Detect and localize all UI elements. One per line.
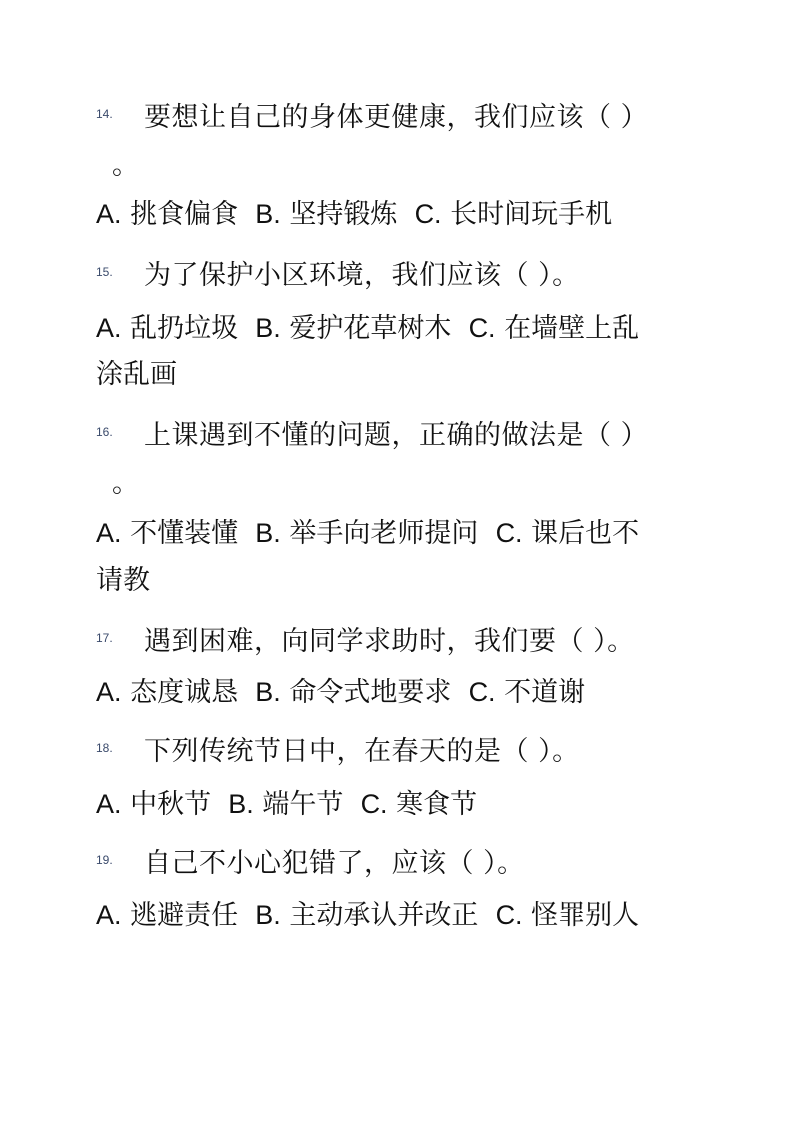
question-number: 15. [96, 265, 113, 279]
question-14 [96, 94, 696, 134]
question-number: 18. [96, 741, 113, 755]
option-label: C. [495, 518, 523, 548]
option-label: C. [360, 789, 388, 819]
option-label: B. [255, 518, 281, 548]
question-text: 上课遇到不懂的问题，正确的做法是（ ） [144, 419, 649, 451]
option-text: 坚持锻炼 [289, 199, 398, 230]
option-text: 爱护花草树木 [289, 313, 452, 344]
option-text: 课后也不 [531, 518, 640, 549]
question-number: 19. [96, 853, 113, 867]
option-text: 命令式地要求 [289, 677, 452, 708]
question-text: 要想让自己的身体更健康，我们应该（ ） [144, 101, 649, 133]
question-19 [96, 840, 696, 880]
question-number: 14. [96, 107, 113, 121]
options-15 [96, 303, 696, 354]
option-text: 主动承认并改正 [289, 900, 479, 931]
option-text: 端午节 [262, 789, 344, 820]
question-number: 17. [96, 631, 113, 645]
question-16 [96, 412, 696, 452]
options-18 [96, 779, 696, 830]
option-text: 长时间玩手机 [450, 199, 613, 230]
option-label: B. [255, 900, 281, 930]
options-17 [96, 667, 696, 718]
options-14 [96, 189, 696, 240]
option-label: C. [468, 677, 496, 707]
option-label: B. [255, 199, 281, 229]
option-text: 寒食节 [396, 789, 478, 820]
option-text: 中秋节 [130, 789, 212, 820]
option-label: A. [96, 900, 122, 930]
option-text: 逃避责任 [130, 900, 239, 931]
question-continuation: 。 [112, 468, 139, 499]
option-label: A. [96, 313, 122, 343]
question-15 [96, 252, 696, 292]
question-text: 为了保护小区环境，我们应该（ ）。 [144, 259, 580, 291]
option-label: C. [495, 900, 523, 930]
option-text: 乱扔垃圾 [130, 313, 239, 344]
option-text: 举手向老师提问 [289, 518, 479, 549]
option-text: 不懂装懂 [130, 518, 239, 549]
option-label: B. [255, 677, 281, 707]
question-18 [96, 728, 696, 768]
question-text: 遇到困难，向同学求助时，我们要（ ）。 [144, 625, 635, 657]
option-label: A. [96, 518, 122, 548]
question-text: 自己不小心犯错了，应该（ ）。 [144, 847, 525, 879]
option-label: A. [96, 677, 122, 707]
question-17 [96, 618, 696, 658]
option-text: 态度诚恳 [130, 677, 239, 708]
option-text: 在墙壁上乱 [504, 313, 640, 344]
option-text: 怪罪别人 [531, 900, 640, 931]
options-19 [96, 890, 696, 941]
option-label: A. [96, 199, 122, 229]
option-label: C. [468, 313, 496, 343]
option-text: 挑食偏食 [130, 199, 239, 230]
options-16 [96, 508, 696, 559]
option-label: A. [96, 789, 122, 819]
question-text: 下列传统节日中，在春天的是（ ）。 [144, 735, 580, 767]
option-label: B. [228, 789, 254, 819]
question-number: 16. [96, 425, 113, 439]
option-wrap-text: 涂乱画 [96, 359, 177, 390]
question-continuation: 。 [112, 150, 139, 181]
option-wrap-text: 请教 [96, 565, 150, 596]
option-label: C. [414, 199, 442, 229]
option-text: 不道谢 [504, 677, 586, 708]
option-label: B. [255, 313, 281, 343]
